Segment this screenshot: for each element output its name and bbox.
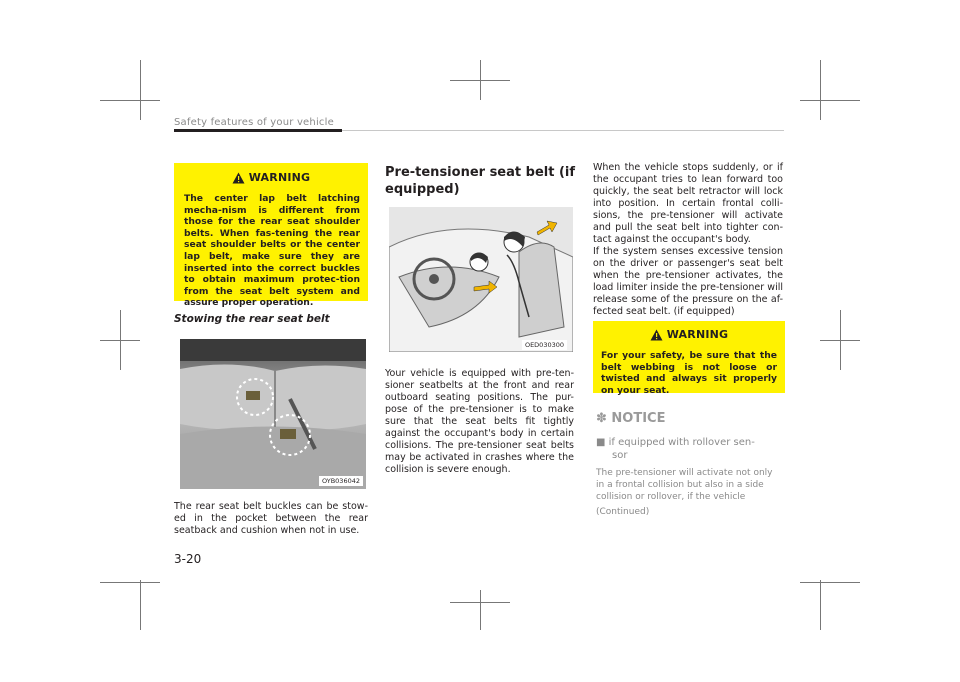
crop-mark	[450, 602, 510, 603]
warning-text: The center lap belt latching mecha-nism is different from those for the rear seat shoulder belts. When fas-tening the rear seat shoulder belts or the center lap belt, make sure they are inserted into the correct buckles to obtain maximum protec-tion from the seat belt system and assure proper operation.	[184, 193, 360, 309]
section-header: Safety features of your vehicle	[174, 117, 334, 128]
crop-mark	[100, 100, 160, 101]
pretensioner-title-line2: equipped)	[385, 182, 460, 197]
notice-body: The pre-tensioner will activate not only in a frontal collision but also in a side collision or rollover, if the vehicle	[596, 468, 773, 502]
car-interior-illustration	[389, 207, 573, 352]
warning-triangle-icon	[232, 172, 245, 184]
page-number: 3-20	[174, 552, 202, 566]
crop-mark	[480, 590, 481, 630]
crop-mark	[450, 80, 510, 81]
header-rule-dark	[174, 129, 342, 132]
crop-mark	[800, 100, 860, 101]
warning-box-right	[593, 321, 785, 396]
pretensioner-title-line1: Pre-tensioner seat belt (if	[385, 165, 576, 180]
rear-seat-photo	[180, 339, 366, 489]
image-code: OYB036042	[319, 476, 363, 486]
retractor-paragraph: When the vehicle stops suddenly, or if the occupant tries to lean forward too quickly, the seat belt retractor will lock into position. In certain frontal colli-sions, the pre-tensioner will activate and pull the seat belt into tighter con-tact against the occupant's body.	[593, 162, 783, 245]
crop-mark	[100, 582, 160, 583]
crop-mark	[800, 582, 860, 583]
notice-bullet-line1: ■ if equipped with rollover sen-	[596, 437, 755, 448]
crop-mark	[820, 60, 821, 120]
crop-mark	[140, 60, 141, 120]
warning-box-left	[174, 163, 368, 309]
crop-mark	[100, 340, 140, 341]
notice-title: ✽ NOTICE	[596, 411, 666, 426]
pretensioner-body: Your vehicle is equipped with pre-ten-sioner seatbelts at the front and rear outboard seating positions. The pur-pose of the pre-tensioner is to make sure that the seat belts fit tightly against the occupant's body in certain collisions. The pre-tensioner seat belts may be activated in crashes where the collision is severe enough.	[385, 368, 574, 475]
warning-triangle-icon	[650, 329, 663, 341]
image-code: OED030300	[522, 340, 567, 350]
warning-text: For your safety, be sure that the belt webbing is not loose or twisted and always sit properly on your seat.	[601, 350, 777, 396]
pretensioner-title	[385, 164, 575, 198]
crop-mark	[820, 340, 860, 341]
stowing-body: The rear seat belt buckles can be stow-ed in the pocket between the rear seatback and cushion when not in use.	[174, 501, 368, 536]
pretensioner-illustration	[389, 207, 573, 352]
warning-header	[593, 328, 785, 341]
crop-mark	[140, 580, 141, 630]
notice-bullet-line2: sor	[612, 449, 628, 461]
stowing-title: Stowing the rear seat belt	[174, 313, 330, 325]
header-rule-light	[342, 130, 784, 131]
load-limiter-paragraph: If the system senses excessive tension on the driver or passenger's seat belt when the pre-tensioner activates, the load limiter inside the pre-tensioner will release some of the pressure on the af-fected seat belt. (if equipped)	[593, 246, 783, 317]
warning-title: WARNING	[666, 328, 729, 341]
crop-mark	[820, 580, 821, 630]
warning-title: WARNING	[248, 171, 311, 184]
warning-header	[174, 171, 368, 184]
rear-seat-illustration	[180, 339, 366, 489]
notice-bullet	[596, 437, 755, 462]
continued-label: (Continued)	[596, 507, 650, 517]
